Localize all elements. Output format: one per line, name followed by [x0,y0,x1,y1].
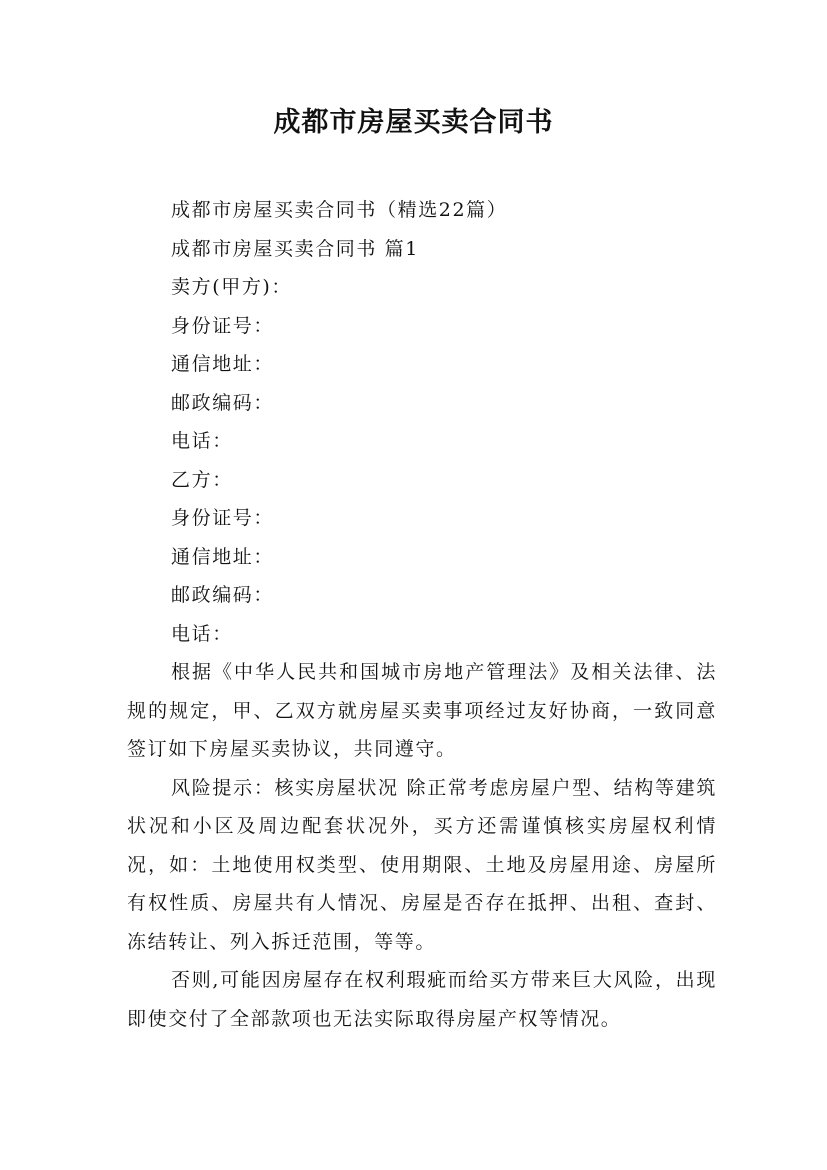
paragraph-risk-notice: 风险提示：核实房屋状况 除正常考虑房屋户型、结构等建筑状况和小区及周边配套状况外，买方还需谨慎核实房屋权利情况，如：土地使用权类型、使用期限、土地及房屋用途、房屋所有权性质、房屋共有人情况、房屋是否存在抵押、出租、查封、冻结转让、列入拆迁范围，等等。 [127,776,717,953]
document-title: 成都市房屋买卖合同书 [273,107,554,138]
seller-id-label: 身份证号： [171,314,275,337]
buyer-id-label: 身份证号： [171,507,275,529]
seller-postcode-label: 邮政编码： [171,391,275,414]
section-heading: 成都市房屋买卖合同书 篇1 [171,237,419,260]
seller-label: 卖方(甲方)： [171,276,293,298]
subtitle-line: 成都市房屋买卖合同书（精选22篇） [171,199,508,221]
buyer-postcode-label: 邮政编码： [171,584,275,606]
buyer-label: 乙方： [171,468,233,491]
paragraph-legal-basis: 根据《中华人民共和国城市房地产管理法》及相关法律、法规的规定，甲、乙双方就房屋买卖事项经过友好协商，一致同意签订如下房屋买卖协议，共同遵守。 [127,661,717,760]
seller-address-label: 通信地址： [171,353,275,375]
buyer-address-label: 通信地址： [171,545,275,568]
paragraph-consequence: 否则,可能因房屋存在权利瑕疵而给买方带来巨大风险，出现即使交付了全部款项也无法实际取得房屋产权等情况。 [127,969,717,1030]
buyer-phone-label: 电话： [171,622,233,645]
seller-phone-label: 电话： [171,430,233,452]
document-body [127,191,717,1038]
